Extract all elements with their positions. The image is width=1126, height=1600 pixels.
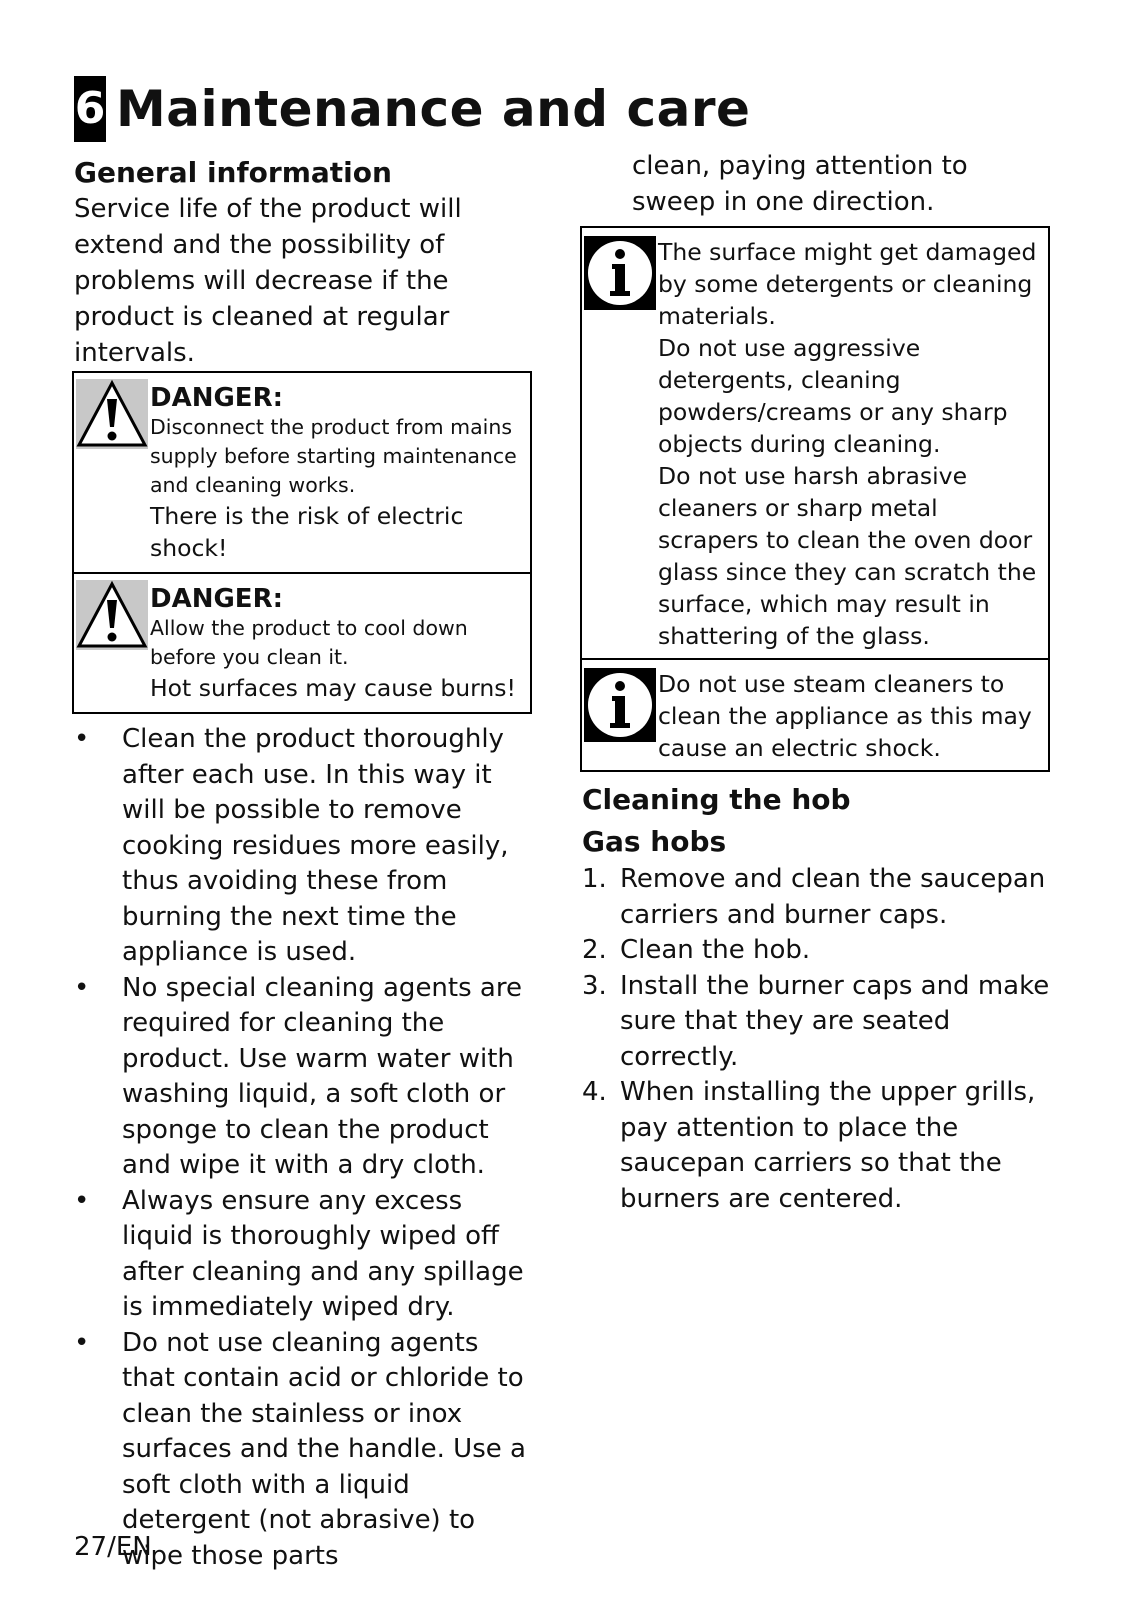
info-paragraph: Do not use steam cleaners to clean the appliance as this may cause an electric shock.: [658, 670, 1032, 762]
continuation-text: clean, paying attention to sweep in one direction.: [632, 151, 968, 217]
hob-steps-list: [582, 862, 1052, 1217]
left-column: [74, 155, 534, 1574]
bullet-text: Do not use cleaning agents that contain acid or chloride to clean the stainless or inox surfaces and the handle. Use a soft cloth with a liquid detergent (not abrasive) to wipe those parts: [122, 1327, 526, 1571]
danger-small-text: Allow the product to cool down before you clean it.: [150, 616, 468, 669]
info-icon: [584, 668, 656, 742]
list-item: [74, 1184, 534, 1326]
bullet-text: Always ensure any excess liquid is thoroughly wiped off after cleaning and any spillage is immediately wiped dry.: [122, 1185, 524, 1322]
step-number: 3.: [582, 970, 607, 1001]
step-number: 1.: [582, 864, 607, 894]
danger-heading: DANGER:: [150, 383, 283, 413]
page-title: Maintenance and care: [116, 80, 751, 138]
bullet-text: No special cleaning agents are required for cleaning the product. Use warm water with washing liquid, a soft cloth or sponge to clean the product and wipe it with a dry cloth.: [122, 972, 522, 1180]
info-paragraph: Do not use harsh abrasive cleaners or sharp metal scrapers to clean the oven door glass since they can scratch the surface, which may result in shattering of the glass.: [658, 462, 1037, 650]
step-text: When installing the upper grills, pay attention to place the saucepan carriers so that the burners are centered.: [620, 1077, 1036, 1214]
danger-item: [74, 572, 530, 712]
chapter-heading: [74, 76, 750, 142]
info-paragraph: The surface might get damaged by some detergents or cleaning materials.: [658, 238, 1037, 330]
right-column: [582, 148, 1052, 1217]
info-item: [582, 228, 1048, 658]
danger-text: There is the risk of electric shock!: [150, 502, 464, 562]
danger-text: Hot surfaces may cause burns!: [150, 674, 516, 702]
warning-triangle-icon: [76, 580, 148, 650]
bullet-dot: •: [74, 1185, 90, 1216]
list-item: [582, 933, 1052, 969]
bullet-text: Clean the product thoroughly after each use. In this way it will be possible to remove cooking residues more easily, thus avoiding these from burning the next time the appliance is used.: [122, 724, 509, 967]
gas-hobs-heading: Gas hobs: [582, 825, 727, 858]
cleaning-hob-heading: Cleaning the hob: [582, 783, 851, 816]
step-text: Remove and clean the saucepan carriers and burner caps.: [620, 864, 1046, 930]
info-box: [580, 226, 1050, 772]
chapter-number: 6: [74, 76, 106, 142]
list-item: [74, 971, 534, 1184]
page-number: 27/EN: [74, 1532, 152, 1562]
danger-small-text: Disconnect the product from mains supply before starting maintenance and cleaning works.: [150, 415, 517, 497]
list-item: [582, 862, 1052, 933]
danger-item: [74, 373, 530, 572]
step-number: 4.: [582, 1077, 607, 1107]
general-info-heading: General information: [74, 156, 392, 189]
info-paragraph: Do not use aggressive detergents, cleaning powders/creams or any sharp objects during cleaning.: [658, 334, 1008, 458]
info-icon: [584, 236, 656, 310]
list-item: [582, 969, 1052, 1076]
step-text: Install the burner caps and make sure that they are seated correctly.: [620, 970, 1050, 1072]
danger-heading: DANGER:: [150, 584, 283, 614]
danger-box: [72, 371, 532, 714]
cleaning-bullet-list: [74, 722, 534, 1574]
info-item: [582, 658, 1048, 770]
warning-triangle-icon: [76, 379, 148, 449]
step-number: 2.: [582, 935, 607, 965]
bullet-dot: •: [74, 1327, 90, 1358]
step-text: Clean the hob.: [620, 935, 811, 965]
general-info-intro: Service life of the product will extend and the possibility of problems will decrease if the product is cleaned at regular intervals.: [74, 194, 462, 368]
list-item: [582, 1075, 1052, 1217]
bullet-dot: •: [74, 724, 90, 754]
bullet-dot: •: [74, 972, 90, 1003]
list-item: [74, 722, 534, 971]
